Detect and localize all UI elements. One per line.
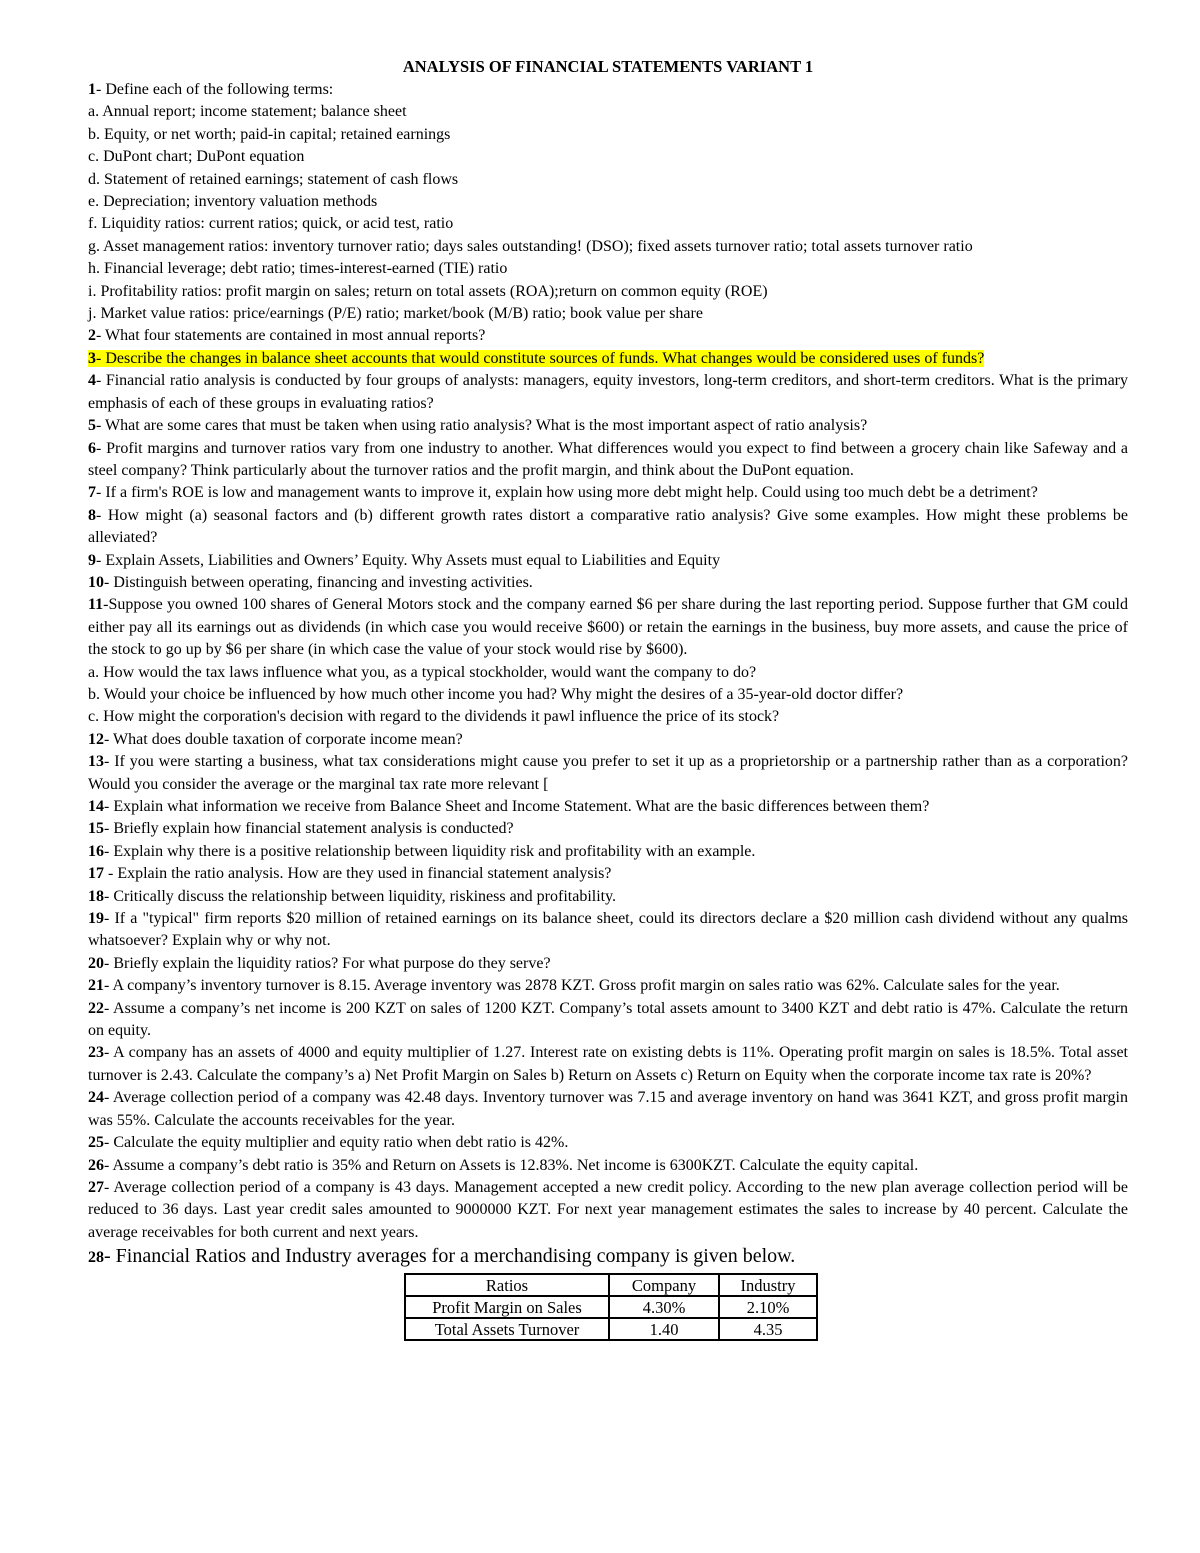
question-text: - A company has an assets of 4000 and equity multiplier of 1.27. Interest rate on existing debts is 11%. Operating profit margin on sales is 18.5%. Total asset turnover is 2.43. Calculate the company’s a) Net Profit Margin on Sales b) Return on Assets c) Return on Equity when the corporate income tax rate is 20%?: [88, 1044, 1128, 1084]
question-text: - Assume a company’s debt ratio is 35% and Return on Assets is 12.83%. Net income is 6300KZT. Calculate the equity capital.: [104, 1156, 919, 1174]
question-number: 13: [88, 753, 104, 771]
table-header-cell: Ratios: [405, 1274, 609, 1296]
question-number: 11: [88, 596, 104, 614]
question-11-item-a: a. How would the tax laws influence what you, as a typical stockholder, would want the company to do?: [88, 663, 757, 681]
question-1-item-f: f. Liquidity ratios: current ratios; quick, or acid test, ratio: [88, 215, 454, 233]
question-number: 24: [88, 1089, 104, 1107]
question-text: - How might (a) seasonal factors and (b) different growth rates distort a comparative ratio analysis? Give some examples. How might these problems be alleviated?: [88, 506, 1128, 547]
question-text: - Briefly explain how financial statement analysis is conducted?: [104, 820, 514, 838]
question-21: [88, 975, 1128, 997]
question-text: - Distinguish between operating, financing and investing activities.: [104, 573, 533, 591]
question-1-item-c: c. DuPont chart; DuPont equation: [88, 148, 305, 166]
question-number: 5: [88, 417, 96, 435]
table-cell: 4.30%: [609, 1296, 719, 1318]
question-text: - What four statements are contained in most annual reports?: [96, 327, 486, 345]
question-text: - A company’s inventory turnover is 8.15. Average inventory was 2878 KZT. Gross profit margin on sales ratio was 62%. Calculate sales for the year.: [104, 977, 1060, 995]
question-10: [88, 572, 1128, 594]
question-text: - Explain Assets, Liabilities and Owners’ Equity. Why Assets must equal to Liabilities and Equity: [96, 551, 721, 569]
document-page: [88, 57, 1128, 1341]
question-text: - Explain why there is a positive relationship between liquidity risk and profitability with an example.: [104, 842, 756, 860]
question-16: [88, 841, 1128, 863]
question-1-item-d: d. Statement of retained earnings; statement of cash flows: [88, 170, 459, 188]
question-number: 14: [88, 798, 104, 815]
question-number: 6: [88, 439, 96, 457]
question-1-item-h: h. Financial leverage; debt ratio; times-interest-earned (TIE) ratio: [88, 260, 508, 278]
question-24: [88, 1087, 1128, 1132]
question-5: [88, 415, 1128, 437]
question-number: 3: [88, 349, 96, 367]
table-header-cell: Industry: [719, 1274, 817, 1296]
ratios-table: [404, 1273, 818, 1341]
table-cell: Total Assets Turnover: [405, 1318, 609, 1340]
question-9: [88, 550, 1128, 572]
table-cell: Profit Margin on Sales: [405, 1296, 609, 1318]
question-1: [88, 79, 1128, 101]
question-11-item-c: c. How might the corporation's decision with regard to the dividends it pawl influence the price of its stock?: [88, 708, 780, 726]
question-1-item-i: i. Profitability ratios: profit margin on sales; return on total assets (ROA);return on common equity (ROE): [88, 282, 768, 300]
table-header-cell: Company: [609, 1274, 719, 1296]
question-number: 17: [88, 865, 104, 883]
question-text: - Explain the ratio analysis. How are they used in financial statement analysis?: [104, 865, 612, 883]
question-number: 7: [88, 484, 96, 502]
question-number: 18: [88, 887, 104, 905]
question-number: 2: [88, 327, 96, 345]
document-title: ANALYSIS OF FINANCIAL STATEMENTS VARIANT 1: [402, 57, 814, 76]
question-15: [88, 818, 1128, 840]
question-4: [88, 370, 1128, 415]
question-number: 21: [88, 977, 104, 995]
question-3-highlighted: [88, 348, 1128, 370]
question-1-item-e: e. Depreciation; inventory valuation methods: [88, 193, 378, 211]
question-text: - Critically discuss the relationship between liquidity, riskiness and profitability.: [104, 887, 617, 905]
question-number: 25: [88, 1134, 104, 1152]
question-text: - Explain what information we receive from Balance Sheet and Income Statement. What are the basic differences between them?: [104, 798, 930, 815]
question-number: 9: [88, 551, 96, 569]
question-number: 27: [88, 1178, 104, 1196]
question-27: [88, 1177, 1128, 1244]
question-text: - Average collection period of a company was 42.48 days. Inventory turnover was 7.15 and average inventory on hand was 3641 KZT, and gross profit margin was 55%. Calculate the accounts receivables for the year.: [88, 1089, 1128, 1129]
question-number: 23: [88, 1044, 104, 1062]
question-2: [88, 325, 1128, 347]
question-number: 28: [88, 1249, 104, 1267]
question-1-item-b: b. Equity, or net worth; paid-in capital; retained earnings: [88, 125, 451, 143]
table-row: [405, 1318, 817, 1340]
question-number: 8: [88, 506, 96, 524]
question-14: [88, 796, 1128, 818]
question-text: - Average collection period of a company is 43 days. Management accepted a new credit policy. According to the new plan average collection period will be reduced to 36 days. Last year credit sales amounted to 9000000 KZT. For next year management estimates the sales to increase by 40 percent. Calculate the average receivables for both current and next years.: [88, 1178, 1128, 1241]
question-text: - If a "typical" firm reports $20 million of retained earnings on its balance sheet, could its directors declare a $20 million cash dividend without any qualms whatsoever? Explain why or why not.: [88, 910, 1128, 950]
question-text: - Financial Ratios and Industry averages for a merchandising company is given below.: [104, 1245, 796, 1268]
question-25: [88, 1132, 1128, 1154]
question-number: 16: [88, 842, 104, 860]
question-text: - Calculate the equity multiplier and equity ratio when debt ratio is 42%.: [104, 1134, 569, 1152]
question-19: [88, 908, 1128, 953]
question-number: 19: [88, 910, 104, 928]
question-1-item-j: j. Market value ratios: price/earnings (P/E) ratio; market/book (M/B) ratio; book value per share: [88, 305, 703, 323]
question-text: - Define each of the following terms:: [96, 81, 334, 98]
question-number: 12: [88, 730, 104, 748]
table-row: [405, 1296, 817, 1318]
question-8: [88, 505, 1128, 550]
question-text: - Profit margins and turnover ratios vary from one industry to another. What differences would you expect to find between a grocery chain like Safeway and a steel company? Think particularly about the turnover ratios and the profit margin, and think about the DuPont equation.: [88, 439, 1128, 479]
question-23: [88, 1042, 1128, 1087]
question-12: [88, 729, 1128, 751]
question-number: 26: [88, 1156, 104, 1174]
question-text: -Suppose you owned 100 shares of General Motors stock and the company earned $6 per share during the last reporting period. Suppose further that GM could either pay all its earnings out as dividends (in which case you would receive $600) or retain the earnings in the business, buy more assets, and cause the price of the stock to go up by $6 per share (in which case the value of your stock would rise by $600).: [88, 596, 1128, 659]
question-13: [88, 751, 1128, 796]
question-number: 10: [88, 573, 104, 591]
question-number: 20: [88, 954, 104, 972]
question-7: [88, 482, 1128, 504]
question-22: [88, 998, 1128, 1043]
question-number: 1: [88, 81, 96, 98]
question-20: [88, 953, 1128, 975]
table-cell: 2.10%: [719, 1296, 817, 1318]
question-text: - Describe the changes in balance sheet accounts that would constitute sources of funds. What changes would be considered uses of funds?: [96, 349, 985, 367]
question-11: [88, 594, 1128, 661]
question-number: 22: [88, 999, 104, 1017]
table-cell: 4.35: [719, 1318, 817, 1340]
question-18: [88, 886, 1128, 908]
question-1-item-g: g. Asset management ratios: inventory turnover ratio; days sales outstanding! (DSO); fixed assets turnover ratio; total assets turnover ratio: [88, 237, 973, 255]
table-cell: 1.40: [609, 1318, 719, 1340]
table-header-row: [405, 1274, 817, 1296]
question-text: - If you were starting a business, what tax considerations might cause you prefer to set it up as a proprietorship or a partnership rather than as a corporation? Would you consider the average or the marginal tax rate more relevant [: [88, 753, 1128, 793]
question-6: [88, 438, 1128, 483]
question-text: - Assume a company’s net income is 200 KZT on sales of 1200 KZT. Company’s total assets amount to 3400 KZT and debt ratio is 47%. Calculate the return on equity.: [88, 999, 1128, 1040]
question-text: - Financial ratio analysis is conducted by four groups of analysts: managers, equity investors, long-term creditors, and short-term creditors. What is the primary emphasis of each of these groups in evaluating ratios?: [88, 372, 1128, 412]
question-number: 4: [88, 372, 96, 390]
question-text: - What are some cares that must be taken when using ratio analysis? What is the most important aspect of ratio analysis?: [96, 417, 868, 435]
question-1-item-a: a. Annual report; income statement; balance sheet: [88, 103, 407, 121]
question-number: 15: [88, 820, 104, 838]
question-26: [88, 1155, 1128, 1177]
question-28: [88, 1245, 1128, 1269]
question-text: - If a firm's ROE is low and management wants to improve it, explain how using more debt might help. Could using too much debt be a detriment?: [96, 484, 1038, 502]
question-text: - Briefly explain the liquidity ratios? For what purpose do they serve?: [104, 954, 551, 972]
question-17: [88, 863, 1128, 885]
question-text: - What does double taxation of corporate income mean?: [104, 730, 463, 748]
question-11-item-b: b. Would your choice be influenced by how much other income you had? Why might the desires of a 35-year-old doctor differ?: [88, 685, 904, 703]
